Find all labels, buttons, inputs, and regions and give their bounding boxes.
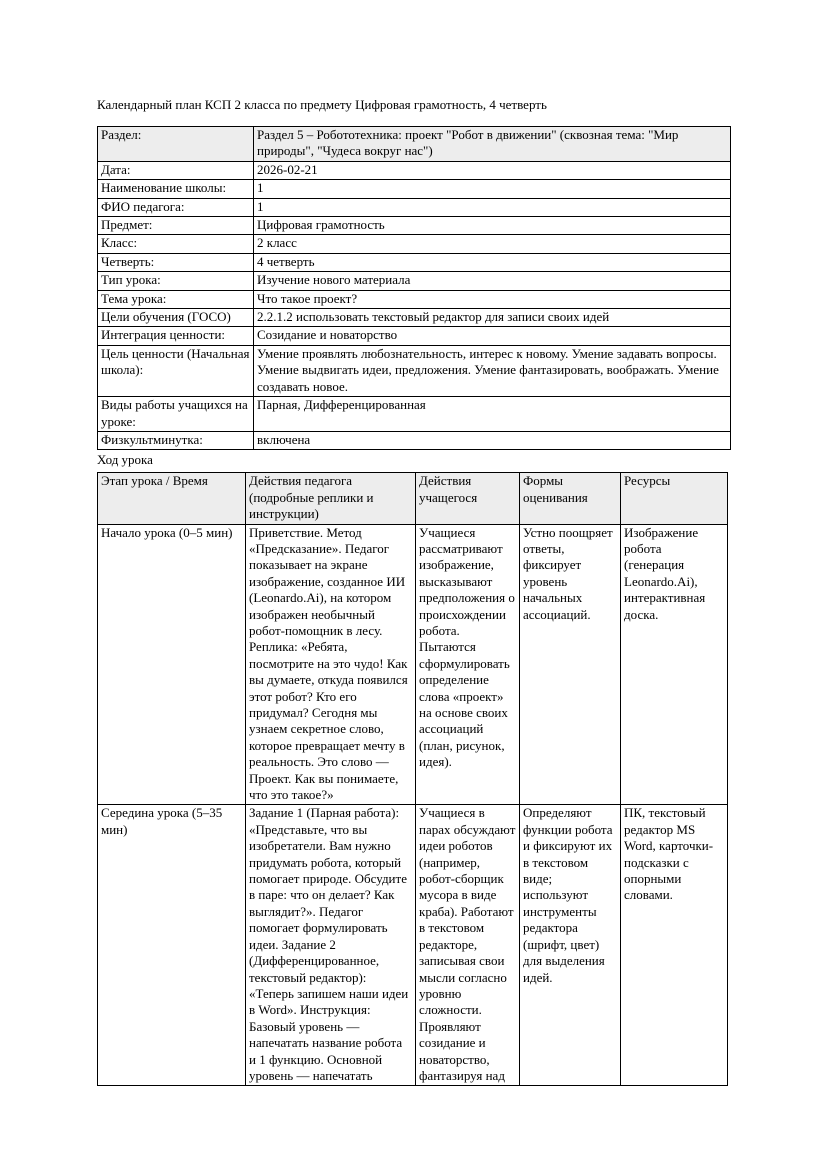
teacher-actions-cell: Задание 1 (Парная работа): «Представьте, что вы изобретатели. Вам нужно придумать робота, который помогает природе. Обсудите в паре: что он делает? Как выглядит?». Педагог помогает формулировать идеи. Задание 2 (Дифференцированное, текстовый редактор): «Теперь запишем наши идеи в Word». Инструкция: Базовый уровень — напечатать название робота и 1 функцию. Основной уровень — напечатать — [246, 805, 416, 1086]
info-value: включена — [254, 431, 731, 449]
info-label: Тип урока: — [98, 272, 254, 290]
info-row-quarter — [98, 253, 731, 271]
assessment-cell: Устно поощряет ответы, фиксирует уровень начальных ассоциаций. — [520, 524, 621, 805]
info-label: Виды работы учащихся на уроке: — [98, 397, 254, 432]
info-label: Четверть: — [98, 253, 254, 271]
info-label: Предмет: — [98, 217, 254, 235]
info-label: Цели обучения (ГОСО) — [98, 309, 254, 327]
stage-cell: Начало урока (0–5 мин) — [98, 524, 246, 805]
info-row-school — [98, 180, 731, 198]
info-value: Что такое проект? — [254, 290, 731, 308]
lesson-row-middle — [98, 805, 728, 1086]
info-row-lesson-topic — [98, 290, 731, 308]
info-row-subject — [98, 217, 731, 235]
info-row-data — [98, 161, 731, 179]
info-label: Раздел: — [98, 127, 254, 162]
info-row-phys-minute — [98, 431, 731, 449]
info-value: Изучение нового материала — [254, 272, 731, 290]
page-title: Календарный план КСП 2 класса по предмету Цифровая грамотность, 4 четверть — [97, 97, 547, 112]
section-label: Ход урока — [97, 452, 153, 468]
resources-cell: ПК, текстовый редактор MS Word, карточки-подсказки с опорными словами. — [621, 805, 728, 1086]
info-value: Цифровая грамотность — [254, 217, 731, 235]
lesson-row-start — [98, 524, 728, 805]
info-value: 2 класс — [254, 235, 731, 253]
info-value: Умение проявлять любознательность, интерес к новому. Умение задавать вопросы. Умение выдвигать идеи, предложения. Умение фантазировать, воображать. Умение создавать новое. — [254, 345, 731, 396]
info-label: Дата: — [98, 161, 254, 179]
info-label: Интеграция ценности: — [98, 327, 254, 345]
student-actions-cell: Учащиеся в парах обсуждают идеи роботов (например, робот-сборщик мусора в виде краба). Работают в текстовом редакторе, записывая свои мысли согласно уровню сложности. Проявляют созидание и новаторство, фантазируя над — [416, 805, 520, 1086]
info-label: Наименование школы: — [98, 180, 254, 198]
info-value: 2.2.1.2 использовать текстовый редактор для записи своих идей — [254, 309, 731, 327]
info-row-class — [98, 235, 731, 253]
student-actions-cell: Учащиеся рассматривают изображение, высказывают предположения о происхождении робота. Пытаются сформулировать определение слова «проект» на основе своих ассоциаций (план, рисунок, идея). — [416, 524, 520, 805]
lesson-table — [97, 472, 728, 1086]
info-row-lesson-type — [98, 272, 731, 290]
teacher-actions-cell: Приветствие. Метод «Предсказание». Педагог показывает на экране изображение, созданное ИИ (Leonardo.Ai), на котором изображен необычный робот-помощник в лесу. Реплика: «Ребята, посмотрите на это чудо! Как вы думаете, откуда появился этот робот? Кто его придумал? Сегодня мы узнаем секретное слово, которое превращает мечту в реальность. Это слово — Проект. Как вы понимаете, что это такое?» — [246, 524, 416, 805]
info-row-razdel — [98, 127, 731, 162]
info-label: Физкультминутка: — [98, 431, 254, 449]
stage-cell: Середина урока (5–35 мин) — [98, 805, 246, 1086]
info-value: 2026-02-21 — [254, 161, 731, 179]
info-row-goals — [98, 309, 731, 327]
info-label: Тема урока: — [98, 290, 254, 308]
info-table — [97, 126, 731, 450]
info-row-values-integration — [98, 327, 731, 345]
header-student-actions: Действия учащегося — [416, 473, 520, 524]
info-value: 1 — [254, 198, 731, 216]
header-stage-time: Этап урока / Время — [98, 473, 246, 524]
header-teacher-actions: Действия педагога (подробные реплики и инструкции) — [246, 473, 416, 524]
info-row-work-types — [98, 397, 731, 432]
info-row-values-goal — [98, 345, 731, 396]
info-value: Раздел 5 – Робототехника: проект "Робот в движении" (сквозная тема: "Мир природы", "Чудеса вокруг нас") — [254, 127, 731, 162]
resources-cell: Изображение робота (генерация Leonardo.Ai), интерактивная доска. — [621, 524, 728, 805]
info-row-teacher-name — [98, 198, 731, 216]
info-label: Цель ценности (Начальная школа): — [98, 345, 254, 396]
header-resources: Ресурсы — [621, 473, 728, 524]
assessment-cell: Определяют функции робота и фиксируют их в текстовом виде; используют инструменты редактора (шрифт, цвет) для выделения идей. — [520, 805, 621, 1086]
info-value: 1 — [254, 180, 731, 198]
info-label: ФИО педагога: — [98, 198, 254, 216]
header-assessment-forms: Формы оценивания — [520, 473, 621, 524]
lesson-header-row — [98, 473, 728, 524]
info-value: Созидание и новаторство — [254, 327, 731, 345]
info-value: Парная, Дифференцированная — [254, 397, 731, 432]
info-label: Класс: — [98, 235, 254, 253]
info-value: 4 четверть — [254, 253, 731, 271]
